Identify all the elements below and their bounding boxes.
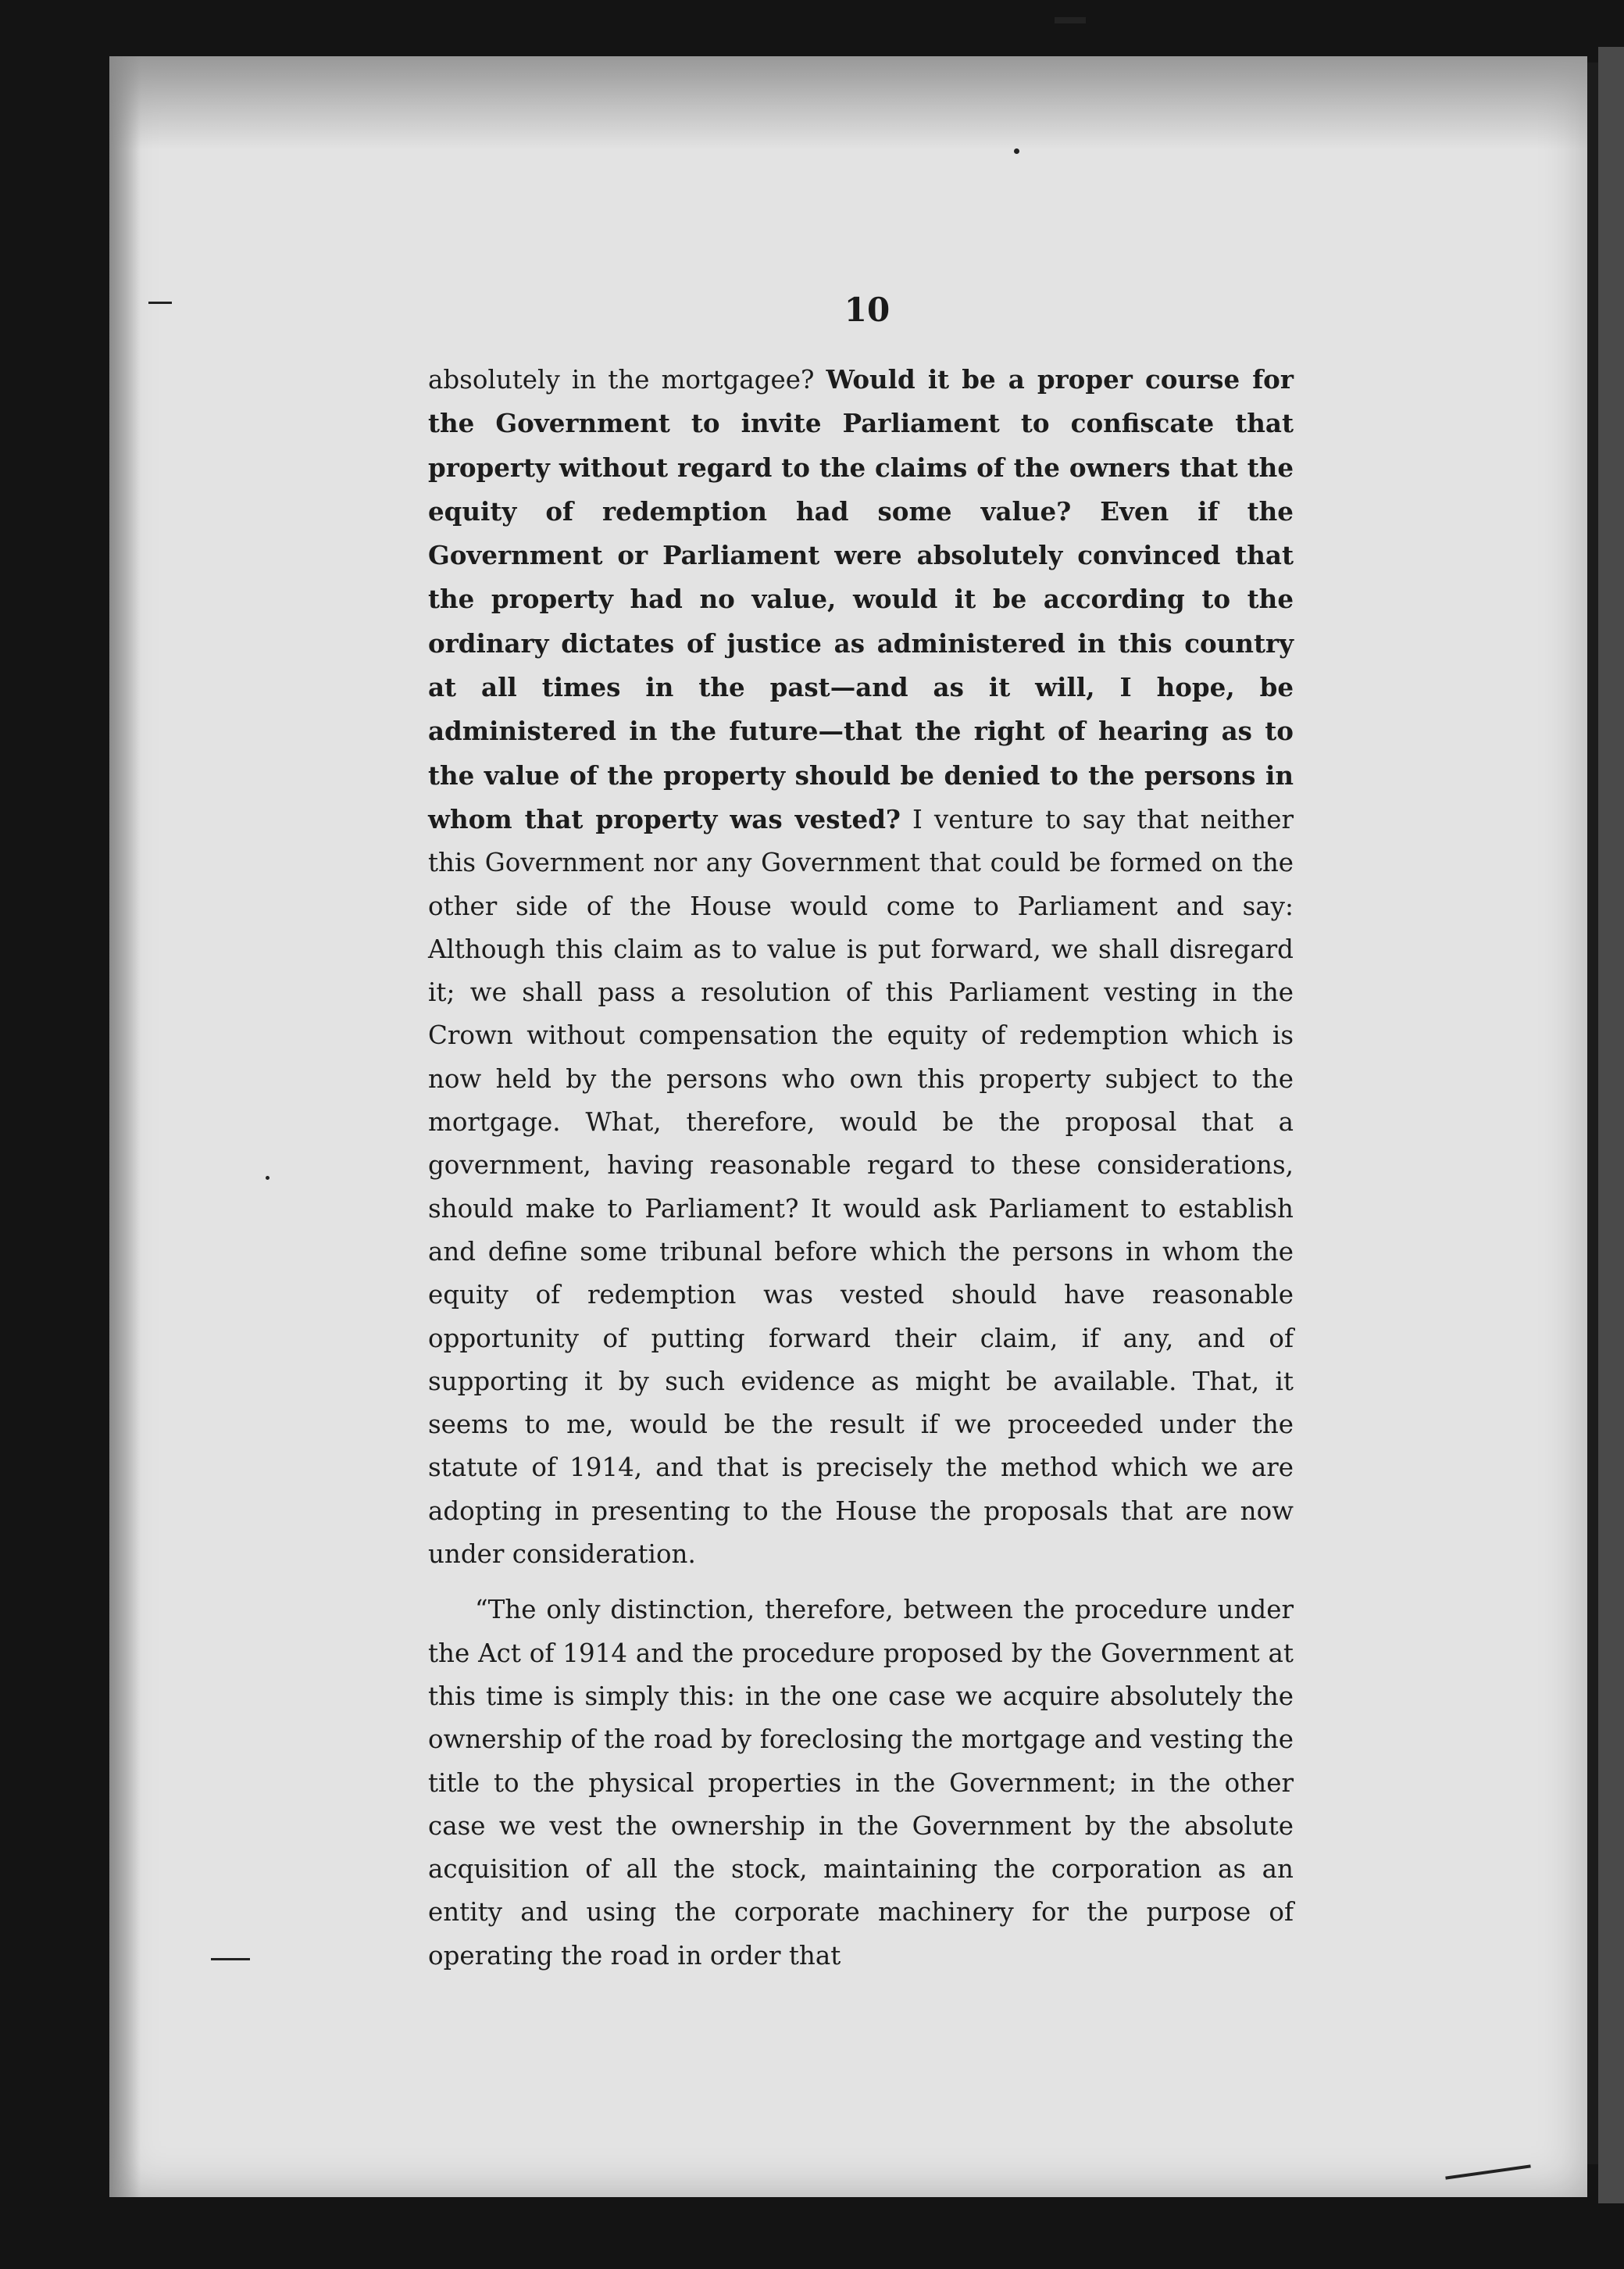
text-run: I venture to say that neither this Government nor any Government that could be formed on the other side of the House would come to Parliament and say: Although this claim as to value is put forward, we shall disregard it; we shall pass a resolution of this Parliament vesting in the Crown without compensation the equity of redemption which is now held by the persons who own this property subject to the mortgage. What, therefore, would be the proposal that a government, having reasonable regard to these considerations, should make to Parliament? It would ask Parliament to establish and define some tribunal before which the persons in whom the equity of redemption was vested should have reasonable opportunity of putting forward their claim, if any, and of supporting it by such evidence as might be available. That, it seems to me, would be the result if we proceeded under the statute of 1914, and that is precisely the method which we are adopting in presenting to the House the proposals that are now under consideration. [428, 804, 1294, 1570]
page-top-shadow [109, 56, 1587, 150]
facing-page-edge [1598, 47, 1624, 2203]
scan-speck [1055, 17, 1086, 23]
text-run: “The only distinction, therefore, between the procedure under the Act of 1914 and the procedure proposed by the Government at this time is simply this: in the one case we acquire absolutely the ownership of the road by foreclosing the mortgage and vesting the title to the physical properties in the Government; in the other case we vest the ownership in the Government by the absolute acquisition of all the stock, maintaining the corporation as an entity and using the corporate machinery for the purpose of operating the road in order that [428, 1595, 1294, 1971]
paragraph-2 [428, 1588, 1294, 1978]
scan-speck [266, 1176, 269, 1180]
bold-text-run: Would it be a proper course for the Government to invite Parliament to confiscate that property without regard to the claims of the owners that the equity of redemption had some value? Even if the Government or Parliament were absolutely convinced that the property had no value, would it be according to the ordinary dictates of justice as administered in this country at all times in the past—and as it will, I hope, be administered in the future—that the right of hearing as to the value of the property should be denied to the persons in whom that property was vested? [428, 364, 1294, 834]
scan-speck [148, 302, 172, 304]
scan-speck [211, 1958, 250, 1960]
book-spine [1587, 63, 1598, 2164]
paragraph-1 [428, 358, 1294, 1576]
page-number: 10 [844, 291, 891, 329]
text-run: absolutely in the mortgagee? [428, 365, 826, 395]
body-text [428, 358, 1294, 1978]
scan-speck [1014, 148, 1019, 154]
page-left-shadow [109, 56, 141, 2197]
